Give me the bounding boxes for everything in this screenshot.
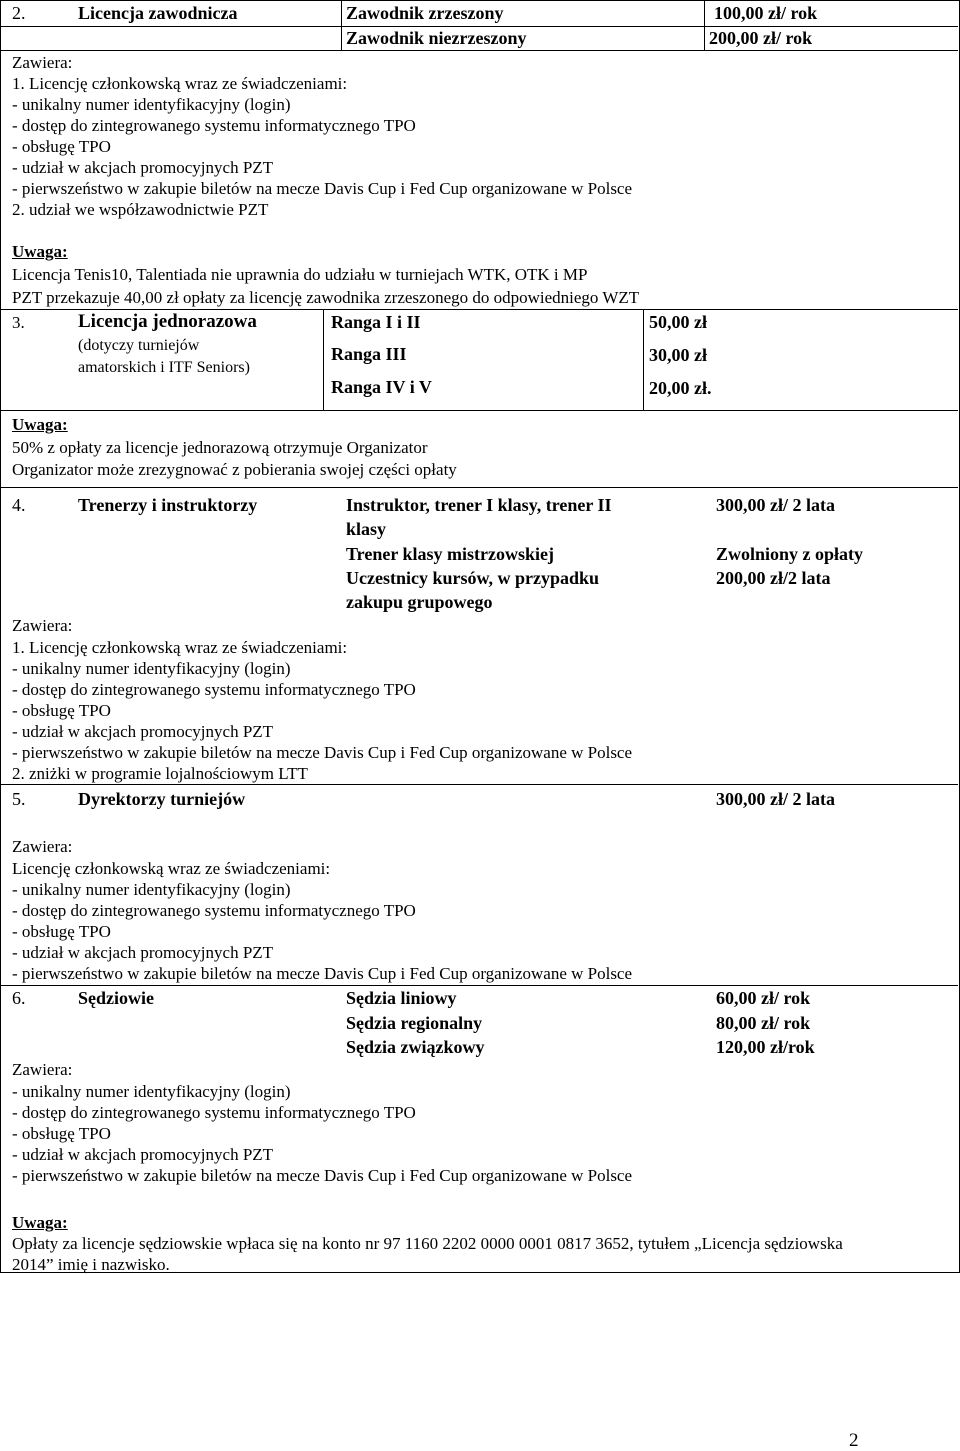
list-item: - obsługę TPO (12, 1124, 111, 1143)
list-item: - obsługę TPO (12, 922, 111, 941)
trainer-category-label: Instruktor, trener I klasy, trener II (346, 495, 612, 515)
row-divider (0, 487, 958, 488)
list-item: 1. Licencję członkowską wraz ze świadczeniami: (12, 74, 348, 93)
list-item: Licencję członkowską wraz ze świadczeniami: (12, 859, 331, 878)
trainer-category-price: 200,00 zł/2 lata (716, 568, 831, 588)
section-3-title: Licencja jednorazowa (78, 311, 257, 332)
section-4-title: Trenerzy i instruktorzy (78, 495, 258, 515)
rank-label: Ranga I i II (331, 312, 421, 332)
referee-category-label: Sędzia regionalny (346, 1013, 483, 1033)
includes-label: Zawiera: (12, 837, 73, 856)
list-item: - pierwszeństwo w zakupie biletów na mecze Davis Cup i Fed Cup organizowane w Polsce (12, 179, 633, 198)
rank-price: 30,00 zł (649, 345, 707, 365)
row-divider (0, 50, 958, 51)
includes-label: Zawiera: (12, 1060, 73, 1079)
list-item: - dostęp do zintegrowanego systemu informatycznego TPO (12, 901, 416, 920)
section-5-title: Dyrektorzy turniejów (78, 789, 246, 809)
referee-category-price: 60,00 zł/ rok (716, 988, 811, 1008)
row-divider (0, 26, 958, 27)
note-text: Licencja Tenis10, Talentiada nie uprawnia do udziału w turniejach WTK, OTK i MP (12, 265, 588, 284)
section-2-title: Licencja zawodnicza (78, 3, 238, 23)
column-divider (704, 0, 705, 50)
column-divider (643, 309, 644, 410)
list-item: - pierwszeństwo w zakupie biletów na mecze Davis Cup i Fed Cup organizowane w Polsce (12, 743, 633, 762)
note-text: 50% z opłaty za licencje jednorazową otrzymuje Organizator (12, 438, 428, 457)
list-item: - dostęp do zintegrowanego systemu informatycznego TPO (12, 116, 416, 135)
section-2-number: 2. (12, 3, 26, 23)
row-divider (0, 784, 958, 785)
list-item: - udział w akcjach promocyjnych PZT (12, 1145, 274, 1164)
player-type-price: 100,00 zł/ rok (714, 3, 818, 23)
list-item: - pierwszeństwo w zakupie biletów na mecze Davis Cup i Fed Cup organizowane w Polsce (12, 1166, 633, 1185)
row-divider (0, 985, 958, 986)
list-item: - dostęp do zintegrowanego systemu informatycznego TPO (12, 680, 416, 699)
list-item: - udział w akcjach promocyjnych PZT (12, 722, 274, 741)
list-item: - obsługę TPO (12, 137, 111, 156)
note-label: Uwaga: (12, 242, 68, 261)
section-3-subtitle: (dotyczy turniejów (78, 337, 200, 354)
list-item: - udział w akcjach promocyjnych PZT (12, 158, 274, 177)
note-text: PZT przekazuje 40,00 zł opłaty za licencję zawodnika zrzeszonego do odpowiedniego WZT (12, 288, 640, 307)
list-item: 2. zniżki w programie lojalnościowym LTT (12, 764, 308, 783)
section-3-number: 3. (12, 313, 25, 332)
section-3-subtitle: amatorskich i ITF Seniors) (78, 359, 250, 376)
rank-price: 50,00 zł (649, 312, 707, 332)
list-item: 1. Licencję członkowską wraz ze świadczeniami: (12, 638, 348, 657)
note-text: Organizator może zrezygnować z pobierania swojej części opłaty (12, 460, 457, 479)
column-divider (341, 0, 342, 50)
section-6-number: 6. (12, 988, 26, 1008)
row-divider (0, 410, 958, 411)
page-number: 2 (849, 1430, 859, 1451)
column-divider (323, 309, 324, 410)
trainer-category-label: klasy (346, 519, 387, 539)
player-type-label: Zawodnik niezrzeszony (346, 28, 527, 48)
trainer-category-price: Zwolniony z opłaty (716, 544, 864, 564)
section-4-number: 4. (12, 495, 26, 515)
list-item: 2. udział we współzawodnictwie PZT (12, 200, 269, 219)
benefits-list (12, 73, 632, 220)
list-item: - obsługę TPO (12, 701, 111, 720)
section-6-title: Sędziowie (78, 988, 154, 1008)
list-item: - unikalny numer identyfikacyjny (login) (12, 880, 291, 899)
benefits-list (12, 858, 632, 984)
note-text: 2014” imię i nazwisko. (12, 1255, 170, 1274)
includes-label: Zawiera: (12, 53, 73, 72)
list-item: - unikalny numer identyfikacyjny (login) (12, 95, 291, 114)
referee-category-price: 80,00 zł/ rok (716, 1013, 811, 1033)
note-label: Uwaga: (12, 1213, 68, 1232)
benefits-list (12, 637, 632, 784)
note-label: Uwaga: (12, 415, 68, 434)
row-divider (0, 309, 958, 310)
list-item: - unikalny numer identyfikacyjny (login) (12, 1082, 291, 1101)
director-price: 300,00 zł/ 2 lata (716, 789, 835, 809)
rank-price: 20,00 zł. (649, 378, 712, 398)
rank-label: Ranga IV i V (331, 377, 432, 397)
player-type-label: Zawodnik zrzeszony (346, 3, 504, 23)
referee-category-price: 120,00 zł/rok (716, 1037, 815, 1057)
rank-label: Ranga III (331, 344, 407, 364)
benefits-list (12, 1081, 632, 1186)
list-item: - unikalny numer identyfikacyjny (login) (12, 659, 291, 678)
list-item: - udział w akcjach promocyjnych PZT (12, 943, 274, 962)
player-type-price: 200,00 zł/ rok (709, 28, 813, 48)
trainer-category-label: Uczestnicy kursów, w przypadku (346, 568, 600, 588)
list-item: - pierwszeństwo w zakupie biletów na mecze Davis Cup i Fed Cup organizowane w Polsce (12, 964, 633, 983)
trainer-category-label: zakupu grupowego (346, 592, 493, 612)
list-item: - dostęp do zintegrowanego systemu informatycznego TPO (12, 1103, 416, 1122)
referee-category-label: Sędzia związkowy (346, 1037, 485, 1057)
trainer-category-price: 300,00 zł/ 2 lata (716, 495, 835, 515)
referee-category-label: Sędzia liniowy (346, 988, 457, 1008)
includes-label: Zawiera: (12, 616, 73, 635)
trainer-category-label: Trener klasy mistrzowskiej (346, 544, 554, 564)
note-text: Opłaty za licencje sędziowskie wpłaca się na konto nr 97 1160 2202 0000 0001 0817 3652, tytułem „Licencja sędziowska (12, 1234, 843, 1253)
section-5-number: 5. (12, 789, 26, 809)
